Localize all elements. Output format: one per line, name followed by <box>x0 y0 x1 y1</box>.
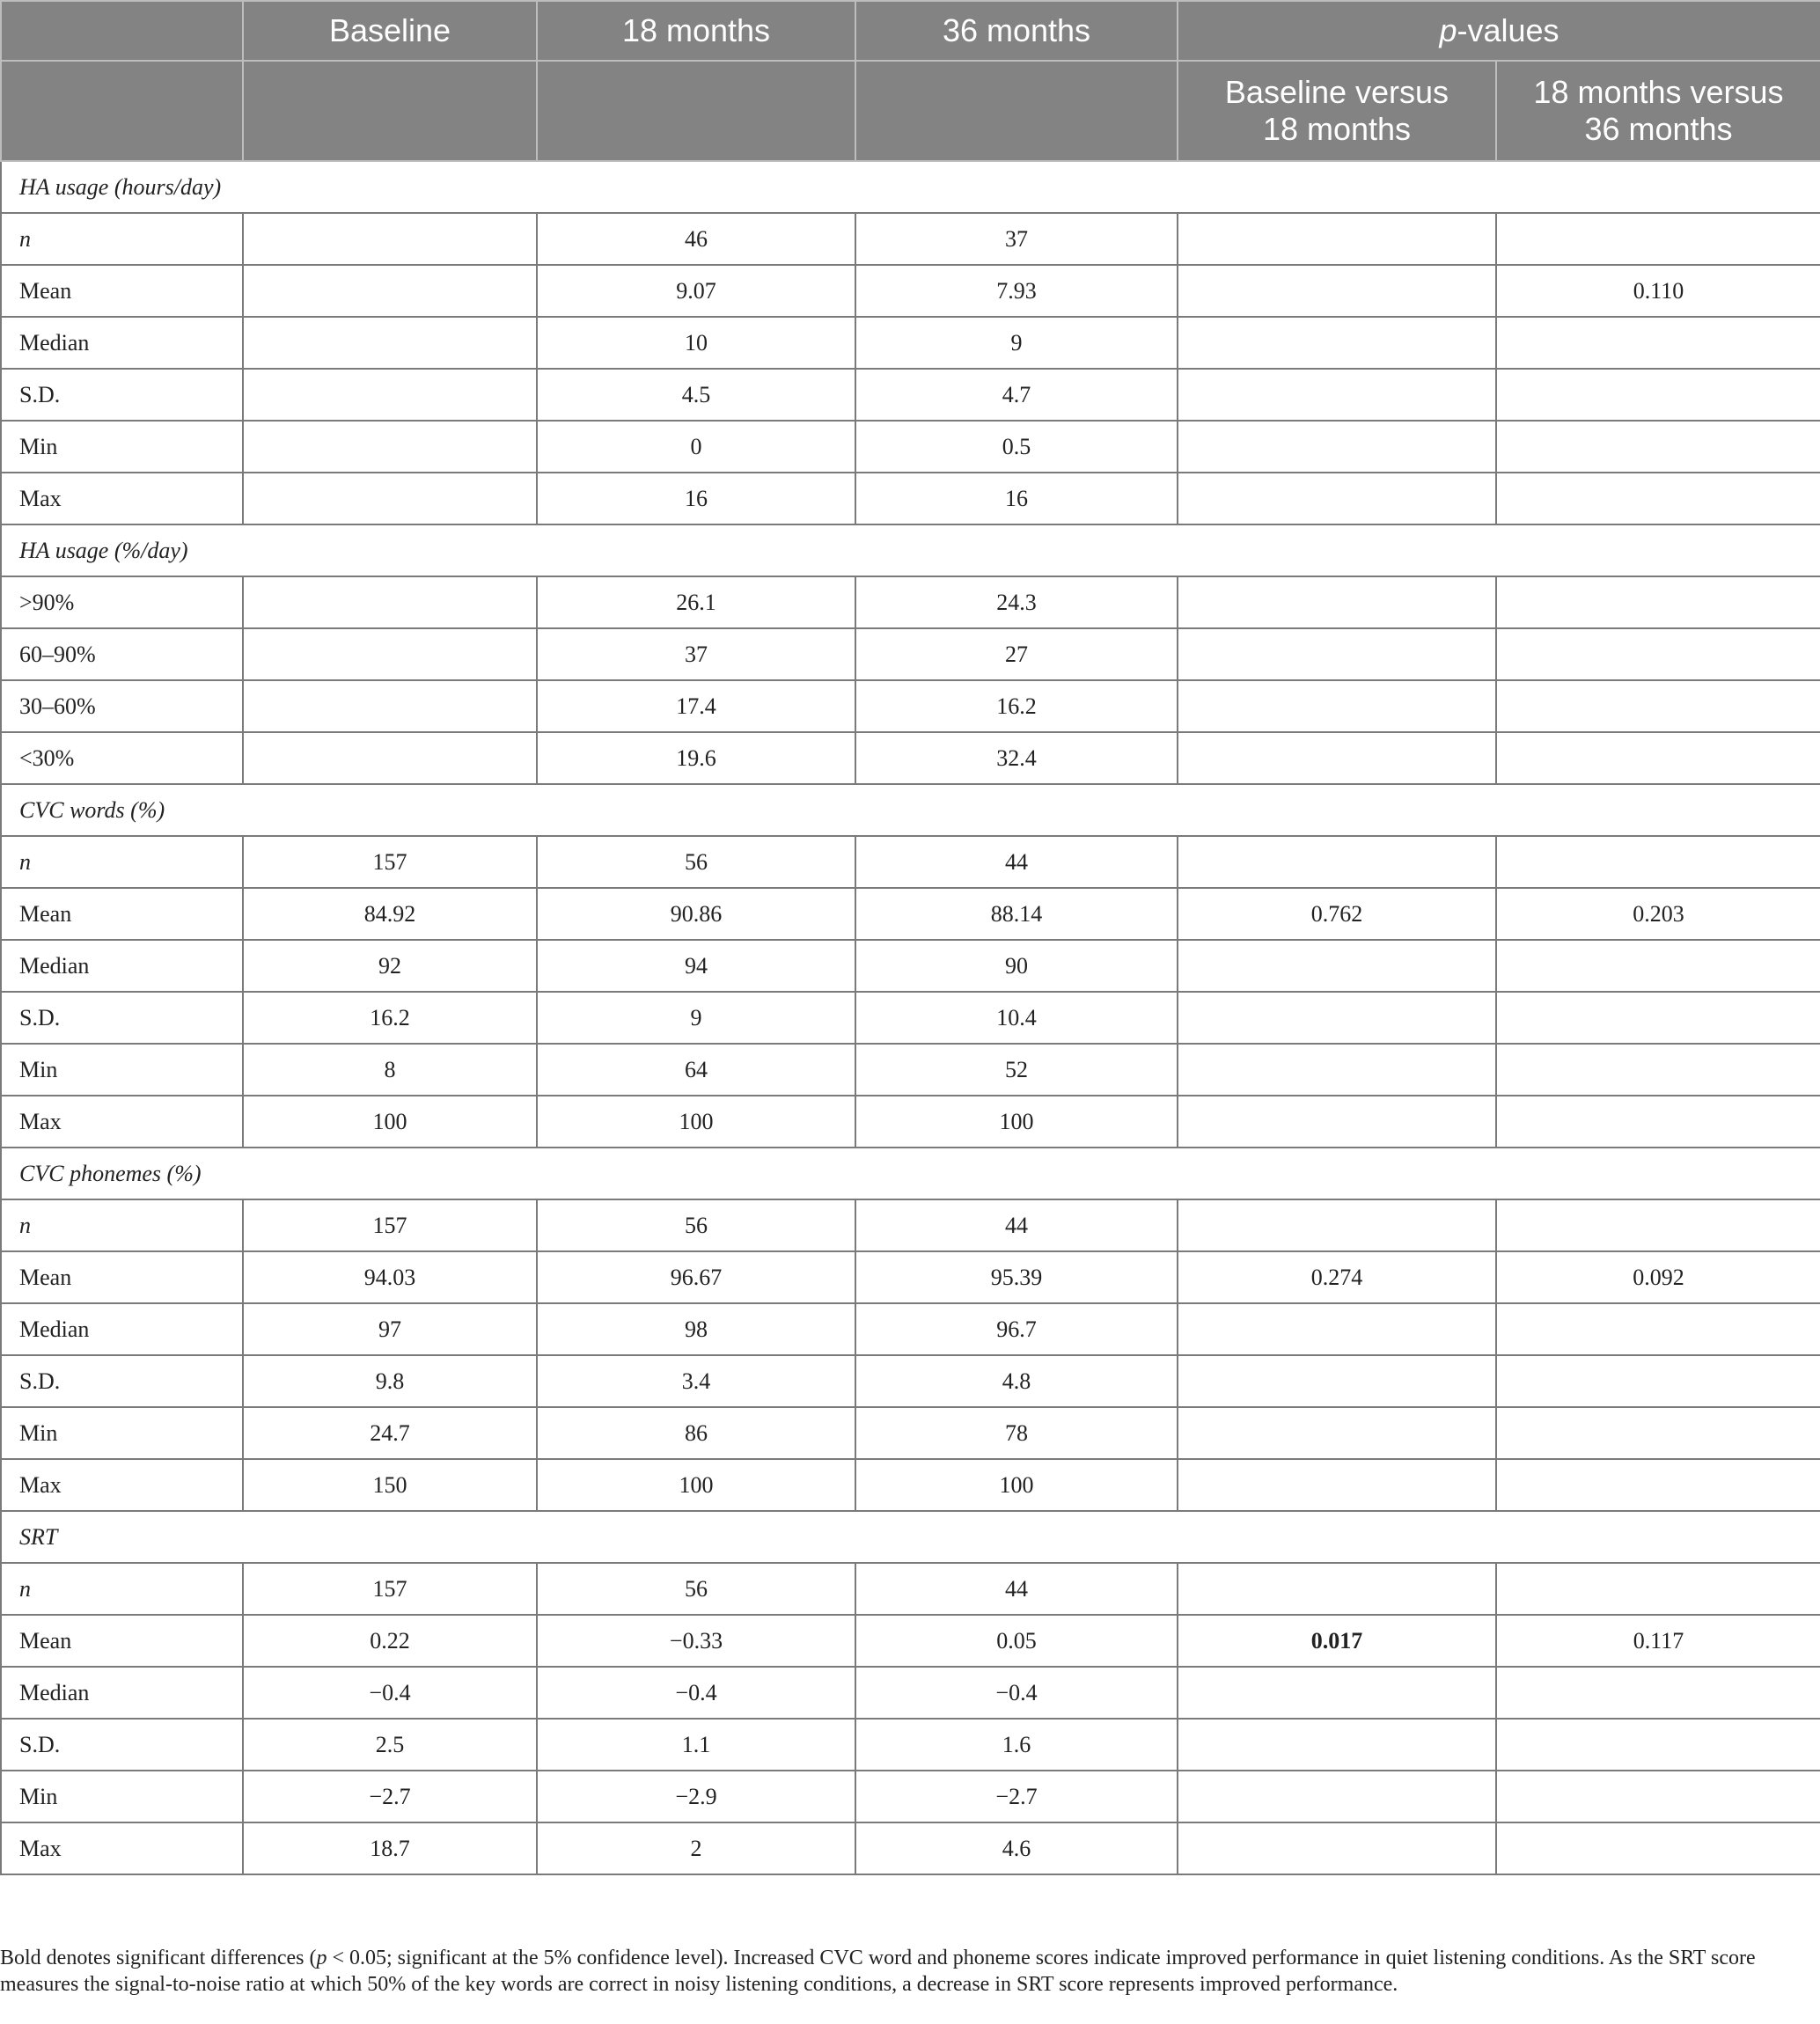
table-row <box>1 473 1820 524</box>
table-cell: 0.117 <box>1496 1615 1820 1667</box>
table-cell <box>1178 265 1496 317</box>
table-cell: 84.92 <box>243 888 537 940</box>
row-label: Mean <box>1 265 243 317</box>
header-baseline: Baseline <box>243 1 537 61</box>
table-row <box>1 1407 1820 1459</box>
table-cell: −0.4 <box>855 1667 1178 1719</box>
row-label: Mean <box>1 1615 243 1667</box>
header-comp2-line1: 18 months versus <box>1533 74 1784 110</box>
table-row <box>1 1771 1820 1822</box>
table-cell <box>1496 1771 1820 1822</box>
row-label: Median <box>1 940 243 992</box>
table-cell: 2 <box>537 1822 855 1874</box>
table-cell: 4.5 <box>537 369 855 421</box>
row-label: Min <box>1 421 243 473</box>
table-row <box>1 1096 1820 1148</box>
header-18-months: 18 months <box>537 1 855 61</box>
table-row <box>1 1719 1820 1771</box>
table-cell <box>1496 213 1820 265</box>
table-cell: 94 <box>537 940 855 992</box>
table-cell: 19.6 <box>537 732 855 784</box>
row-label: Median <box>1 1667 243 1719</box>
table-cell: 56 <box>537 1199 855 1251</box>
table-cell <box>243 732 537 784</box>
section-header-row <box>1 161 1820 213</box>
row-label: S.D. <box>1 1719 243 1771</box>
table-cell <box>1496 1719 1820 1771</box>
table-cell: 0.762 <box>1178 888 1496 940</box>
table-cell: 4.6 <box>855 1822 1178 1874</box>
table-row <box>1 1044 1820 1096</box>
table-cell <box>243 369 537 421</box>
row-label: n <box>1 1199 243 1251</box>
table-cell: −2.7 <box>855 1771 1178 1822</box>
table-cell: 0.110 <box>1496 265 1820 317</box>
table-cell <box>1178 421 1496 473</box>
table-cell <box>1496 680 1820 732</box>
table-cell <box>243 213 537 265</box>
header-comp2-line2: 36 months <box>1584 111 1733 147</box>
table-row <box>1 1667 1820 1719</box>
table-header <box>1 1 1820 161</box>
table-cell <box>243 628 537 680</box>
table-row <box>1 836 1820 888</box>
row-label: Min <box>1 1044 243 1096</box>
table-cell <box>1178 1719 1496 1771</box>
table-cell <box>1178 1355 1496 1407</box>
table-cell: 4.7 <box>855 369 1178 421</box>
table-cell: 0.05 <box>855 1615 1178 1667</box>
table-row <box>1 732 1820 784</box>
table-cell: 157 <box>243 1563 537 1615</box>
table-cell: 44 <box>855 836 1178 888</box>
table-cell <box>1178 1459 1496 1511</box>
table-cell <box>1496 1407 1820 1459</box>
row-label: S.D. <box>1 369 243 421</box>
table-cell: 4.8 <box>855 1355 1178 1407</box>
table-cell <box>1178 992 1496 1044</box>
table-cell <box>1178 1407 1496 1459</box>
table-cell: 97 <box>243 1303 537 1355</box>
table-cell: 18.7 <box>243 1822 537 1874</box>
table-cell: 98 <box>537 1303 855 1355</box>
subheader-empty-cell <box>855 61 1178 161</box>
row-label: Max <box>1 1096 243 1148</box>
table-cell <box>243 265 537 317</box>
table-cell: 0.092 <box>1496 1251 1820 1303</box>
table-cell: 44 <box>855 1199 1178 1251</box>
header-empty-cell <box>1 1 243 61</box>
row-label: S.D. <box>1 1355 243 1407</box>
table-cell: 78 <box>855 1407 1178 1459</box>
table-cell <box>1496 473 1820 524</box>
table-cell: −2.9 <box>537 1771 855 1822</box>
table-body <box>1 161 1820 1874</box>
table-cell <box>1496 1459 1820 1511</box>
row-label: <30% <box>1 732 243 784</box>
table-cell: 8 <box>243 1044 537 1096</box>
section-header-row <box>1 784 1820 836</box>
section-title: HA usage (%/day) <box>1 524 1820 576</box>
table-row <box>1 213 1820 265</box>
table-cell: −2.7 <box>243 1771 537 1822</box>
table-cell <box>1496 369 1820 421</box>
table-cell: 7.93 <box>855 265 1178 317</box>
header-p-letter: p <box>1439 12 1457 48</box>
table-cell: 44 <box>855 1563 1178 1615</box>
table-cell <box>1178 576 1496 628</box>
table-cell: 27 <box>855 628 1178 680</box>
table-cell <box>1496 421 1820 473</box>
row-label: Max <box>1 473 243 524</box>
table-cell <box>1178 940 1496 992</box>
table-cell: 17.4 <box>537 680 855 732</box>
table-cell <box>1178 1044 1496 1096</box>
table-row <box>1 1251 1820 1303</box>
table-footnote <box>0 1945 1804 1998</box>
table-cell: 10 <box>537 317 855 369</box>
table-cell: 52 <box>855 1044 1178 1096</box>
table-cell: 26.1 <box>537 576 855 628</box>
table-cell: 90 <box>855 940 1178 992</box>
table-row <box>1 421 1820 473</box>
table-cell: 94.03 <box>243 1251 537 1303</box>
section-header-row <box>1 1511 1820 1563</box>
table-cell: 16 <box>537 473 855 524</box>
table-cell <box>243 421 537 473</box>
table-row <box>1 1563 1820 1615</box>
table-cell <box>1178 732 1496 784</box>
table-cell: −0.4 <box>537 1667 855 1719</box>
table-cell: 0 <box>537 421 855 473</box>
row-label: Min <box>1 1407 243 1459</box>
table-cell <box>1178 473 1496 524</box>
table-cell <box>243 473 537 524</box>
table-cell: 100 <box>855 1459 1178 1511</box>
table-cell <box>1496 1096 1820 1148</box>
table-row <box>1 1822 1820 1874</box>
table-row <box>1 940 1820 992</box>
header-p-values-suffix: -values <box>1457 12 1559 48</box>
section-title: SRT <box>1 1511 1820 1563</box>
table-row <box>1 680 1820 732</box>
row-label: n <box>1 1563 243 1615</box>
row-label: 60–90% <box>1 628 243 680</box>
table-cell: 1.1 <box>537 1719 855 1771</box>
table-cell <box>1496 1303 1820 1355</box>
table-row <box>1 888 1820 940</box>
table-cell: 100 <box>537 1096 855 1148</box>
table-cell: 56 <box>537 1563 855 1615</box>
table-cell: 37 <box>537 628 855 680</box>
table-row <box>1 1615 1820 1667</box>
header-baseline-vs-18 <box>1178 61 1496 161</box>
table-cell <box>1178 1771 1496 1822</box>
row-label: n <box>1 213 243 265</box>
row-label: Mean <box>1 1251 243 1303</box>
table-row <box>1 992 1820 1044</box>
table-cell <box>1496 628 1820 680</box>
table-cell <box>1178 628 1496 680</box>
table-cell: 24.7 <box>243 1407 537 1459</box>
section-title: CVC phonemes (%) <box>1 1148 1820 1199</box>
section-header-row <box>1 524 1820 576</box>
table-cell: 9 <box>855 317 1178 369</box>
table-cell <box>1178 317 1496 369</box>
table-row <box>1 317 1820 369</box>
table-cell <box>1496 732 1820 784</box>
footnote-part1: Bold denotes significant differences ( <box>0 1947 317 1969</box>
table-cell: 100 <box>855 1096 1178 1148</box>
table-cell <box>1496 1044 1820 1096</box>
section-title: CVC words (%) <box>1 784 1820 836</box>
table-cell <box>1496 1563 1820 1615</box>
table-cell: 37 <box>855 213 1178 265</box>
table-cell <box>1496 836 1820 888</box>
table-cell: 46 <box>537 213 855 265</box>
section-header-row <box>1 1148 1820 1199</box>
table-cell: 56 <box>537 836 855 888</box>
table-cell: 24.3 <box>855 576 1178 628</box>
table-row <box>1 1355 1820 1407</box>
header-comp1-line1: Baseline versus <box>1224 74 1449 110</box>
table-cell <box>243 576 537 628</box>
table-cell <box>243 317 537 369</box>
table-cell <box>1496 992 1820 1044</box>
table-cell: −0.33 <box>537 1615 855 1667</box>
table-cell <box>1496 1822 1820 1874</box>
table-cell: 32.4 <box>855 732 1178 784</box>
table-cell: 9 <box>537 992 855 1044</box>
table-cell: 96.67 <box>537 1251 855 1303</box>
row-label: Max <box>1 1822 243 1874</box>
table-cell: 0.22 <box>243 1615 537 1667</box>
row-label: Median <box>1 1303 243 1355</box>
table-cell <box>1496 576 1820 628</box>
header-comp1-line2: 18 months <box>1262 111 1412 147</box>
header-36-months: 36 months <box>855 1 1178 61</box>
table-cell: 0.203 <box>1496 888 1820 940</box>
row-label: >90% <box>1 576 243 628</box>
table-row <box>1 1303 1820 1355</box>
table-row <box>1 1459 1820 1511</box>
table-row <box>1 369 1820 421</box>
table-cell: 92 <box>243 940 537 992</box>
table-cell <box>1496 1355 1820 1407</box>
table-cell: 9.8 <box>243 1355 537 1407</box>
table-cell: 86 <box>537 1407 855 1459</box>
table-cell: 16 <box>855 473 1178 524</box>
table-cell: 2.5 <box>243 1719 537 1771</box>
table-row <box>1 1199 1820 1251</box>
row-label: Max <box>1 1459 243 1511</box>
footnote-part2: < 0.05; significant at the 5% confidence level). Increased CVC word and phoneme scores indicate improved performance in quiet listening conditions. As the SRT score measures the signal-to-noise ratio at which 50% of the key words are correct in noisy listening conditions, a decrease in SRT score represents improved performance. <box>0 1947 1756 1996</box>
subheader-empty-cell <box>1 61 243 161</box>
subheader-empty-cell <box>537 61 855 161</box>
table-cell: 88.14 <box>855 888 1178 940</box>
table-cell: 100 <box>243 1096 537 1148</box>
table-row <box>1 265 1820 317</box>
row-label: 30–60% <box>1 680 243 732</box>
table-cell: 16.2 <box>855 680 1178 732</box>
table-cell: 64 <box>537 1044 855 1096</box>
table-cell: 95.39 <box>855 1251 1178 1303</box>
table-cell <box>1496 317 1820 369</box>
table-cell: 0.5 <box>855 421 1178 473</box>
table-cell: 90.86 <box>537 888 855 940</box>
table-cell: 0.017 <box>1178 1615 1496 1667</box>
row-label: n <box>1 836 243 888</box>
table-cell: 150 <box>243 1459 537 1511</box>
row-label: S.D. <box>1 992 243 1044</box>
table-cell: 16.2 <box>243 992 537 1044</box>
row-label: Median <box>1 317 243 369</box>
table-cell: 157 <box>243 1199 537 1251</box>
table-cell: 3.4 <box>537 1355 855 1407</box>
table-cell <box>243 680 537 732</box>
table-cell: 9.07 <box>537 265 855 317</box>
table-cell: 96.7 <box>855 1303 1178 1355</box>
subheader-empty-cell <box>243 61 537 161</box>
table-cell <box>1178 213 1496 265</box>
table-cell: 100 <box>537 1459 855 1511</box>
header-18-vs-36 <box>1496 61 1820 161</box>
table-cell <box>1496 940 1820 992</box>
table-cell <box>1178 1667 1496 1719</box>
section-title: HA usage (hours/day) <box>1 161 1820 213</box>
table-cell: −0.4 <box>243 1667 537 1719</box>
table-cell: 10.4 <box>855 992 1178 1044</box>
table-cell: 0.274 <box>1178 1251 1496 1303</box>
header-p-values <box>1178 1 1820 61</box>
table-cell <box>1496 1199 1820 1251</box>
row-label: Mean <box>1 888 243 940</box>
table-cell <box>1178 1563 1496 1615</box>
table-cell <box>1178 1199 1496 1251</box>
row-label: Min <box>1 1771 243 1822</box>
table-cell <box>1178 1096 1496 1148</box>
table-cell <box>1178 1303 1496 1355</box>
table-cell <box>1496 1667 1820 1719</box>
table-cell <box>1178 836 1496 888</box>
table-cell <box>1178 680 1496 732</box>
footnote-p-letter: p <box>316 1947 327 1969</box>
table-cell <box>1178 369 1496 421</box>
table-cell: 157 <box>243 836 537 888</box>
table-cell: 1.6 <box>855 1719 1178 1771</box>
table-cell <box>1178 1822 1496 1874</box>
table-row <box>1 628 1820 680</box>
table-row <box>1 576 1820 628</box>
